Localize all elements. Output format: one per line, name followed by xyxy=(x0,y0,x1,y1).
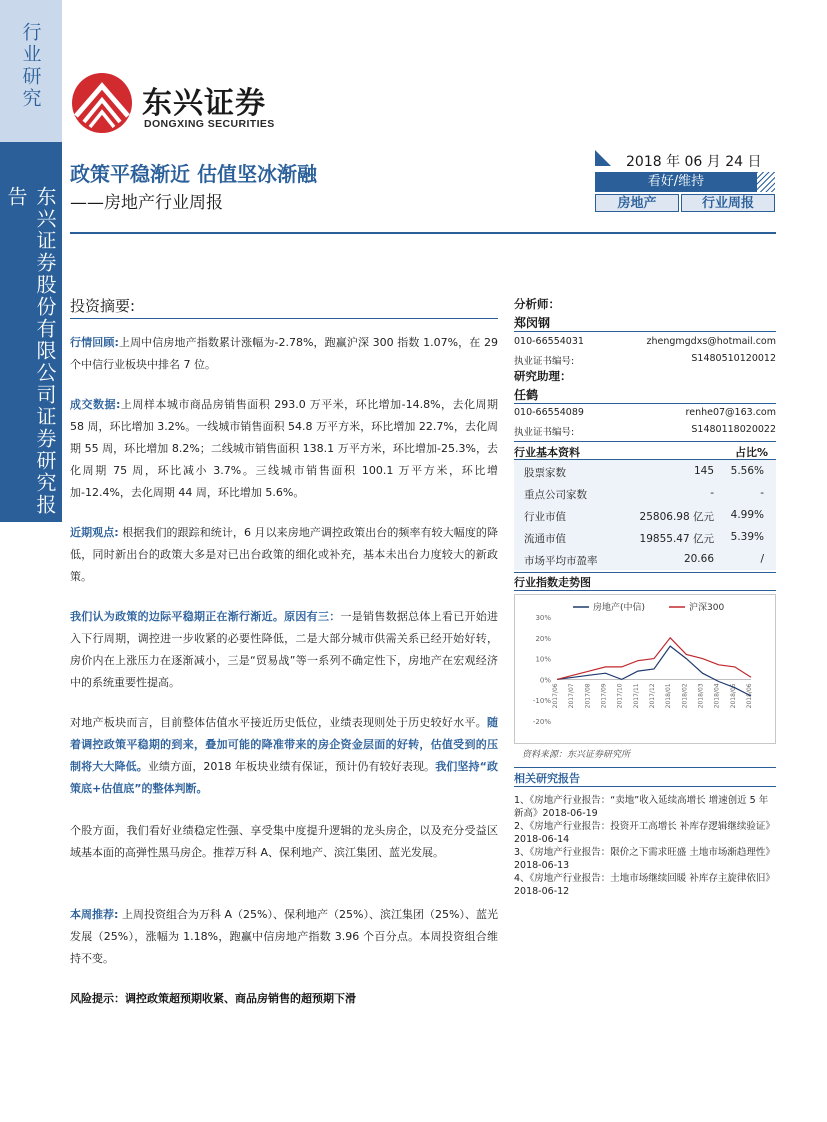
table-cell-value: 20.66 xyxy=(683,553,714,565)
table-row xyxy=(514,460,776,482)
industry-table-header xyxy=(514,444,776,460)
list-item: 2、《房地产行业报告：投资开工高增长 补库存逻辑继续验证》2018-06-14 xyxy=(514,821,775,845)
assistant-cert xyxy=(514,424,776,438)
x-tick-label: 2017/07 xyxy=(568,683,576,709)
analyst-name: 郑闵钢 xyxy=(514,316,551,330)
x-tick-label: 2018/04 xyxy=(713,683,721,709)
label-market-review: 行情回顾: xyxy=(70,336,119,349)
x-tick-label: 2017/09 xyxy=(600,683,608,709)
paragraph-transaction-data xyxy=(70,394,498,504)
text-valuation-a: 对地产板块而言，目前整体估值水平接近历史低位，业绩表现则处于历史较好水平。 xyxy=(70,716,487,729)
y-tick-label: 30% xyxy=(535,614,551,622)
paragraph-recent-view xyxy=(70,522,498,588)
table-cell-pct: 5.39% xyxy=(730,531,764,543)
paragraph-valuation xyxy=(70,712,498,800)
analyst-phone: 010-66554031 xyxy=(514,336,584,347)
chart-title: 行业指数走势图 xyxy=(514,576,591,589)
tag-report-type: 行业周报 xyxy=(681,194,775,212)
analyst-email: zhengmgdxs@hotmail.com xyxy=(646,336,776,347)
text-policy-reasons: 一是销售数据总体上看已开始进入下行周期，调控进一步收紧的必要性降低，二是大部分城市供需关系已经开始好转，房价内在上涨压力在逐渐减小，三是“贸易战”等一系列不确定性下，房地产在宏观经济中的系统重要性提高。 xyxy=(70,610,499,689)
title-divider xyxy=(70,232,776,234)
analyst-cert xyxy=(514,353,776,367)
assistant-label: 研究助理： xyxy=(514,369,572,383)
related-reports-title: 相关研究报告 xyxy=(514,772,580,785)
industry-table-title: 行业基本资料 xyxy=(514,446,580,459)
table-cell-name: 市场平均市盈率 xyxy=(524,555,598,567)
logo-english-name: DONGXING SECURITIES xyxy=(144,118,275,130)
x-tick-label: 2017/12 xyxy=(649,683,656,709)
x-tick-label: 2017/10 xyxy=(616,683,624,709)
x-tick-label: 2017/06 xyxy=(552,683,559,709)
table-cell-value: 19855.47 亿元 xyxy=(639,533,714,545)
related-top-line xyxy=(514,767,776,768)
assistant-cert-label: 执业证书编号: xyxy=(514,427,575,438)
table-row xyxy=(514,504,776,526)
x-tick-label: 2017/08 xyxy=(584,683,592,709)
table-cell-name: 流通市值 xyxy=(524,533,566,545)
label-weekly-recommend: 本周推荐: xyxy=(70,908,119,921)
table-cell-pct: 4.99% xyxy=(730,509,764,521)
index-trend-chart xyxy=(514,594,776,744)
report-subtitle: ——房地产行业周报 xyxy=(70,193,223,213)
table-cell-value: 25806.98 亿元 xyxy=(639,511,714,523)
y-tick-label: -20% xyxy=(532,718,551,726)
paragraph-weekly-recommend xyxy=(70,904,498,970)
logo-mark-icon xyxy=(70,72,134,134)
highlight-judgement: 我们坚持“政策底+估值底”的整体判断。 xyxy=(70,760,499,795)
report-title: 政策平稳渐近 估值坚冰渐融 xyxy=(70,162,317,186)
x-tick-label: 2017/11 xyxy=(632,683,640,709)
tag-industry: 房地产 xyxy=(595,194,679,212)
table-row xyxy=(514,526,776,548)
paragraph-stock-picks xyxy=(70,820,498,864)
list-item: 1、《房地产行业报告：“卖地”收入延续高增长 增速创近 5 年新高》2018-06-19 xyxy=(514,795,769,819)
highlight-policy: 我们认为政策的边际平稳期正在渐行渐近。原因有三： xyxy=(70,610,341,623)
label-recent-view: 近期观点: xyxy=(70,526,119,539)
text-stock-picks: 个股方面，我们看好业绩稳定性强、享受集中度提升逻辑的龙头房企，以及充分受益区域基本面的高弹性黑马房企。推荐万科 A、保利地产、滨江集团、蓝光发展。 xyxy=(70,824,498,859)
related-reports-list xyxy=(514,794,776,898)
date-marker-icon xyxy=(595,150,611,166)
industry-table-top-line xyxy=(514,441,776,442)
analyst-cert-number: S1480510120012 xyxy=(691,353,776,364)
table-cell-name: 重点公司家数 xyxy=(524,489,587,501)
y-tick-label: -10% xyxy=(532,697,551,706)
assistant-cert-number: S1480118020022 xyxy=(691,424,776,435)
rating-box xyxy=(595,172,775,212)
list-item: 4、《房地产行业报告：土地市场继续回暖 补库存主旋律依旧》2018-06-12 xyxy=(514,873,775,897)
text-weekly-recommend: 上周投资组合为万科 A（25%）、保利地产（25%）、滨江集团（25%）、蓝光发展（25%），涨幅为 1.18%，跑赢中信房地产指数 3.96 个百分点。本周投资组合维持不变。 xyxy=(70,908,498,965)
table-row xyxy=(514,548,776,570)
summary-divider xyxy=(70,318,498,319)
industry-table xyxy=(514,460,776,570)
analyst-divider xyxy=(514,331,776,332)
sidebar-report-type: 行业研究 xyxy=(19,22,42,110)
y-tick-label: 0% xyxy=(539,676,551,685)
assistant-divider xyxy=(514,403,776,404)
x-tick-label: 2018/01 xyxy=(665,683,673,709)
sidebar-company-label: 东兴证券股份有限公司证券研究报告 xyxy=(4,186,57,516)
chart-top-line xyxy=(514,572,776,573)
analyst-contact xyxy=(514,336,776,347)
assistant-phone: 010-66554089 xyxy=(514,407,584,418)
related-title-line xyxy=(514,786,776,787)
logo-chinese-name: 东兴证券 xyxy=(142,86,266,121)
text-risk: 风险提示：调控政策超预期收紧、商品房销售的超预期下滑 xyxy=(70,992,356,1005)
table-cell-value: - xyxy=(710,487,714,499)
table-cell-name: 行业市值 xyxy=(524,511,566,523)
series-line-1 xyxy=(557,638,751,680)
legend-label-1: 沪深300 xyxy=(689,603,725,613)
table-cell-pct: / xyxy=(760,553,764,565)
x-tick-label: 2018/03 xyxy=(697,683,705,709)
legend-label-0: 房地产(中信) xyxy=(593,603,646,613)
assistant-email: renhe07@163.com xyxy=(685,407,776,418)
table-row xyxy=(514,482,776,504)
text-valuation-b: 业绩方面，2018 年板块业绩有保证，预计仍有较好表现。 xyxy=(147,760,436,773)
paragraph-risk xyxy=(70,988,498,1010)
highlight-valuation: 随着调控政策平稳期的到来，叠加可能的降准带来的房企资金层面的好转，估值受到的压制将大大降低。 xyxy=(70,716,498,773)
table-cell-value: 145 xyxy=(693,465,714,477)
report-date: 2018 年 06 月 24 日 xyxy=(626,154,762,170)
text-transaction-data: 上周样本城市商品房销售面积 293.0 万平米，环比增加-14.8%，去化周期 58 周，环比增加 3.2%。一线城市销售面积 54.8 万平方米，环比增加 22.7%，去化周期 55 周，环比增加 8.2%；二线城市销售面积 138.1 万平方米，环比增加-25.3%，去化周期 75 周，环比减小 3.7%。三线城市销售面积 100.1 万平方米，环比增加-12.4%，去化周期 44 周，环比增加 5.6%。 xyxy=(70,398,498,499)
paragraph-market-review xyxy=(70,332,498,376)
table-cell-name: 股票家数 xyxy=(524,467,566,479)
summary-heading: 投资摘要: xyxy=(70,297,136,315)
x-tick-label: 2018/02 xyxy=(681,683,689,709)
rating-label: 看好/维持 xyxy=(595,172,757,192)
list-item: 3、《房地产行业报告：限价之下需求旺盛 土地市场渐趋理性》2018-06-13 xyxy=(514,847,775,871)
chart-svg xyxy=(515,595,775,743)
table-cell-pct: - xyxy=(760,487,764,499)
x-tick-label: 2018/05 xyxy=(729,683,737,709)
rating-tags xyxy=(595,194,775,212)
table-cell-pct: 5.56% xyxy=(730,465,764,477)
y-tick-label: 10% xyxy=(535,655,551,664)
paragraph-policy-reasons xyxy=(70,606,498,694)
chart-source: 资料来源：东兴证券研究所 xyxy=(522,750,631,760)
text-recent-view: 根据我们的跟踪和统计，6 月以来房地产调控政策出台的频率有较大幅度的降低，同时新出台的政策大多是对已出台政策的细化或补充，基本未出台力度较大的新政策。 xyxy=(70,526,498,583)
rating-corner-pattern xyxy=(757,172,775,192)
x-tick-label: 2018/06 xyxy=(746,683,753,709)
left-sidebar xyxy=(0,0,62,1122)
assistant-contact xyxy=(514,407,776,418)
industry-table-pct-header: 占比% xyxy=(734,446,768,459)
chart-title-line xyxy=(514,590,776,591)
company-logo xyxy=(70,72,300,134)
assistant-name: 任鹤 xyxy=(514,388,539,402)
label-transaction-data: 成交数据: xyxy=(70,398,121,411)
analyst-cert-label: 执业证书编号: xyxy=(514,356,575,367)
text-market-review: 上周中信房地产指数累计涨幅为-2.78%，跑赢沪深 300 指数 1.07%，在 29 个中信行业板块中排名 7 位。 xyxy=(70,336,498,371)
y-tick-label: 20% xyxy=(535,634,551,643)
analyst-label: 分析师： xyxy=(514,297,560,311)
